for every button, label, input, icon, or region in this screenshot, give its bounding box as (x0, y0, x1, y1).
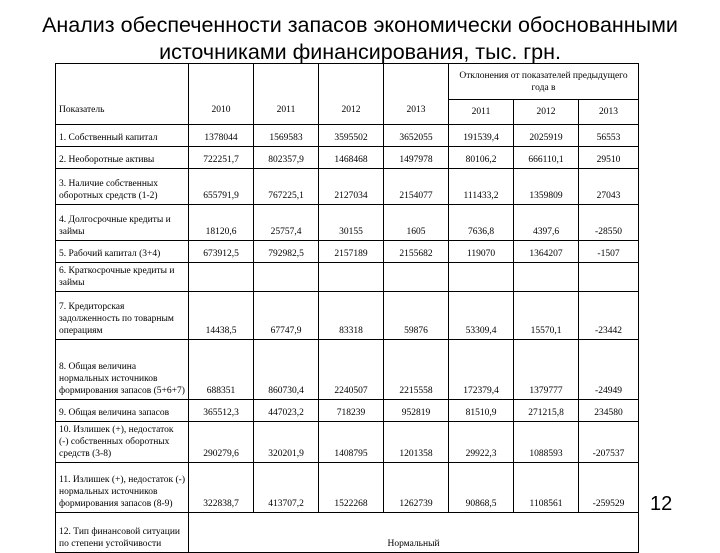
row-value: 767225,1 (254, 169, 319, 205)
header-year-2011: 2011 (254, 64, 319, 125)
header-dev-2011: 2011 (449, 100, 514, 125)
header-deviations: Отклонения от показателей предыдущего года в (449, 64, 639, 100)
table-row (56, 340, 639, 400)
row-value: 1378044 (189, 125, 254, 147)
row-label: 10. Излишек (+), недостаток (-) собственных оборотных средств (3-8) (56, 422, 189, 463)
row-value: 1522268 (319, 463, 384, 513)
row-value: 320201,9 (254, 422, 319, 463)
row-label: 2. Необоротные активы (56, 147, 189, 169)
table-row (56, 422, 639, 463)
row-label: 1. Собственный капитал (56, 125, 189, 147)
row-value: 81510,9 (449, 400, 514, 422)
row-value: 2127034 (319, 169, 384, 205)
table-row (56, 400, 639, 422)
row-value: 2157189 (319, 241, 384, 263)
row-value (514, 263, 579, 292)
row-value: 18120,6 (189, 205, 254, 241)
row-value: 673912,5 (189, 241, 254, 263)
row-label: 3. Наличие собственных оборотных средств (1-2) (56, 169, 189, 205)
row-value: 59876 (384, 292, 449, 340)
row-value: 1201358 (384, 422, 449, 463)
row-value: -23442 (579, 292, 639, 340)
stability-type-value: Нормальный (189, 513, 639, 553)
row-value: 1359809 (514, 169, 579, 205)
row-value: 67747,9 (254, 292, 319, 340)
row-value: 14438,5 (189, 292, 254, 340)
row-value: -1507 (579, 241, 639, 263)
row-value: 27043 (579, 169, 639, 205)
row-value: 80106,2 (449, 147, 514, 169)
table-row (56, 125, 639, 147)
row-value: 952819 (384, 400, 449, 422)
row-value: 191539,4 (449, 125, 514, 147)
slide-title (0, 12, 720, 66)
row-value: 111433,2 (449, 169, 514, 205)
slide-number: 12 (650, 493, 673, 515)
financing-table (55, 63, 639, 553)
header-year-2012: 2012 (319, 64, 384, 125)
row-value (319, 263, 384, 292)
header-indicator: Показатель (56, 64, 189, 125)
row-value: 2215558 (384, 340, 449, 400)
table-row (56, 205, 639, 241)
row-value: 90868,5 (449, 463, 514, 513)
header-dev-2013: 2013 (579, 100, 639, 125)
row-value: 1468468 (319, 147, 384, 169)
row-value: 447023,2 (254, 400, 319, 422)
row-value: 1262739 (384, 463, 449, 513)
header-row-1 (56, 64, 639, 100)
table-row (56, 241, 639, 263)
table-row (56, 263, 639, 292)
row-value: 1108561 (514, 463, 579, 513)
row-label: 4. Долгосрочные кредиты и займы (56, 205, 189, 241)
row-value: -24949 (579, 340, 639, 400)
row-value: 688351 (189, 340, 254, 400)
row-value: 792982,5 (254, 241, 319, 263)
table-row (56, 292, 639, 340)
row-value: 2025919 (514, 125, 579, 147)
row-value: 666110,1 (514, 147, 579, 169)
row-value: 860730,4 (254, 340, 319, 400)
title-line-2: источниками финансирования, тыс. грн. (159, 40, 561, 64)
row-value: 56553 (579, 125, 639, 147)
row-value: 322838,7 (189, 463, 254, 513)
title-line-1: Анализ обеспеченности запасов экономически обоснованными (42, 13, 678, 37)
row-label: 9. Общая величина запасов (56, 400, 189, 422)
row-value: 1379777 (514, 340, 579, 400)
row-value: 1497978 (384, 147, 449, 169)
row-value: -259529 (579, 463, 639, 513)
row-value (449, 263, 514, 292)
row-value: 119070 (449, 241, 514, 263)
header-year-2013: 2013 (384, 64, 449, 125)
row-value: 2155682 (384, 241, 449, 263)
row-value: 29510 (579, 147, 639, 169)
header-year-2010: 2010 (189, 64, 254, 125)
row-label: 8. Общая величина нормальных источников формирования запасов (5+6+7) (56, 340, 189, 400)
row-value: 1088593 (514, 422, 579, 463)
row-value (254, 263, 319, 292)
row-value (189, 263, 254, 292)
row-value: 413707,2 (254, 463, 319, 513)
table-row (56, 147, 639, 169)
row-label: 6. Краткосрочные кредиты и займы (56, 263, 189, 292)
row-label: 7. Кредиторская задолженность по товарным операциям (56, 292, 189, 340)
row-value (579, 263, 639, 292)
row-label: 5. Рабочий капитал (3+4) (56, 241, 189, 263)
row-value: 1605 (384, 205, 449, 241)
row-value: -28550 (579, 205, 639, 241)
row-value: 29922,3 (449, 422, 514, 463)
row-value: 718239 (319, 400, 384, 422)
row-value: 3652055 (384, 125, 449, 147)
header-dev-2012: 2012 (514, 100, 579, 125)
row-value: 655791,9 (189, 169, 254, 205)
row-value: -207537 (579, 422, 639, 463)
row-value: 172379,4 (449, 340, 514, 400)
table-row (56, 169, 639, 205)
row-value: 4397,6 (514, 205, 579, 241)
row-value: 15570,1 (514, 292, 579, 340)
row-value: 365512,3 (189, 400, 254, 422)
table-row (56, 463, 639, 513)
row-value: 271215,8 (514, 400, 579, 422)
row-label: 11. Излишек (+), недостаток (-) нормальных источников формирования запасов (8-9) (56, 463, 189, 513)
row-value: 30155 (319, 205, 384, 241)
row-value: 802357,9 (254, 147, 319, 169)
row-value: 1364207 (514, 241, 579, 263)
row-value: 2240507 (319, 340, 384, 400)
row-value: 53309,4 (449, 292, 514, 340)
table-row-last (56, 513, 639, 553)
row-value: 2154077 (384, 169, 449, 205)
row-label: 12. Тип финансовой ситуации по степени устойчивости (56, 513, 189, 553)
row-value: 3595502 (319, 125, 384, 147)
row-value (384, 263, 449, 292)
row-value: 1569583 (254, 125, 319, 147)
row-value: 7636,8 (449, 205, 514, 241)
row-value: 83318 (319, 292, 384, 340)
row-value: 290279,6 (189, 422, 254, 463)
row-value: 234580 (579, 400, 639, 422)
row-value: 25757,4 (254, 205, 319, 241)
row-value: 1408795 (319, 422, 384, 463)
row-value: 722251,7 (189, 147, 254, 169)
